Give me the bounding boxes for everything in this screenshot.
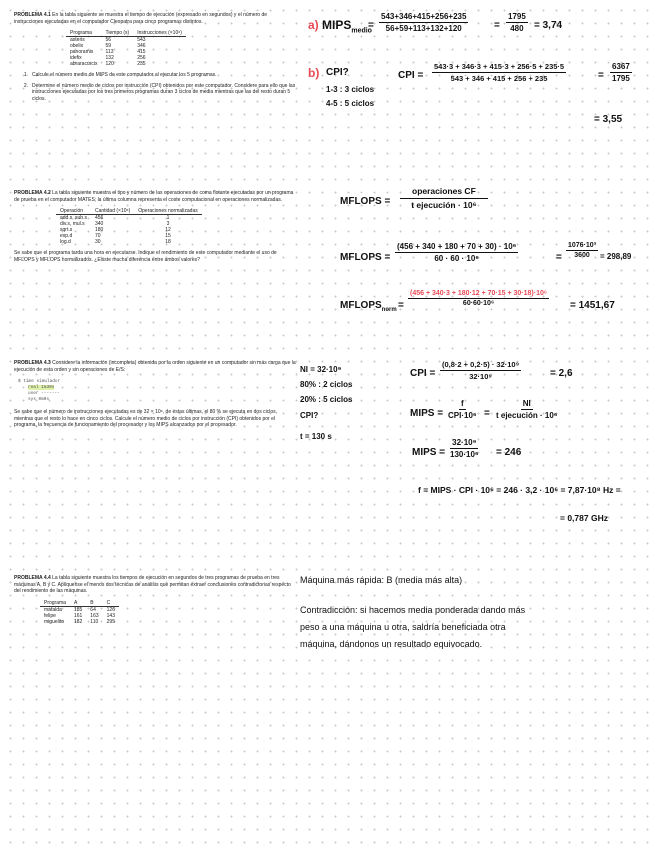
problem-title: PROBLEMA 4.4 bbox=[14, 575, 51, 581]
mips-simplified-fraction bbox=[506, 12, 528, 33]
table-cell: 3 bbox=[166, 221, 170, 228]
fraction-denominator: CPI·10⁶ bbox=[448, 411, 477, 420]
list-item bbox=[14, 83, 296, 103]
problem-4-1-statement bbox=[14, 12, 296, 25]
item-number: 2. bbox=[23, 82, 28, 89]
program-times-table bbox=[66, 30, 186, 67]
table-cell: 1 bbox=[166, 215, 170, 222]
contradiction-note-line-2: peso a una máquina u otra, saldría beneficiada otra bbox=[300, 622, 506, 632]
table-cell: 56 bbox=[105, 37, 112, 44]
mips-instructions-fraction bbox=[496, 399, 557, 420]
problem-4-3-statement bbox=[14, 360, 296, 373]
question-text: Calcule el número medio de MIPS de este computador al ejecutar los 5 programas. bbox=[32, 72, 217, 79]
table-cell: 543 bbox=[137, 37, 146, 44]
equals-sign: = bbox=[368, 20, 374, 31]
code-line: sys 0m0s bbox=[28, 397, 50, 402]
problem-text: En la tabla siguiente se muestra el tiempo de ejecución (expresado en segundos) y el número de instrucciones ejecutadas en el computador Cleopatra para cinco programas distintos. bbox=[14, 12, 268, 25]
problem-4-3 bbox=[14, 360, 296, 429]
fraction-numerator: operaciones CF bbox=[400, 186, 488, 199]
mips-frequency-fraction bbox=[448, 399, 477, 420]
mips-average-fraction bbox=[379, 12, 468, 33]
problem-4-4-statement bbox=[14, 575, 296, 595]
table-cell: 59 bbox=[105, 43, 112, 50]
fraction-numerator: 543·3 + 346·3 + 415·3 + 256·5 + 235·5 bbox=[434, 62, 565, 71]
code-line: user ------- bbox=[28, 391, 60, 397]
table-cell: 132 bbox=[105, 55, 114, 62]
problem-title: PROBLEMA 4.3 bbox=[14, 360, 51, 366]
question-list bbox=[14, 72, 296, 102]
terminal-output bbox=[18, 379, 296, 403]
table-cell: 120 bbox=[105, 61, 114, 68]
table-cell: 126 bbox=[106, 606, 115, 613]
contradiction-note-line-3: máquina, dándonos un resultado equivocado. bbox=[300, 639, 483, 649]
fraction-denominator: 1795 bbox=[612, 74, 630, 83]
table-cell: add.s, sub.s bbox=[60, 215, 87, 222]
table-header: Cantidad (×10⁶) bbox=[91, 208, 134, 215]
cpi-label: CPI = bbox=[410, 368, 436, 379]
table-cell: 110 bbox=[90, 618, 99, 625]
problem-title: PROBLEMA 4.1 bbox=[14, 12, 51, 18]
table-cell: 64 bbox=[90, 606, 96, 613]
problem-text: La tabla siguiente muestra el tipo y número de las operaciones de coma flotante ejecutadas por un programa de prueba en el computador MATES; la última columna representa el coste computacional en operaciones normalizadas. bbox=[14, 190, 294, 203]
table-cell: 161 bbox=[73, 612, 83, 619]
part-b-label: b) bbox=[308, 66, 320, 80]
table-cell: log.d bbox=[60, 239, 71, 246]
frequency-result: = 0,787 GHz bbox=[560, 513, 608, 523]
fraction-numerator: 543+346+415+256+235 bbox=[381, 12, 467, 21]
table-cell: 12 bbox=[165, 227, 171, 234]
operations-table bbox=[56, 208, 202, 245]
mflops-label: MFLOPS = bbox=[340, 196, 391, 207]
problem-4-2 bbox=[14, 190, 296, 263]
fraction-denominator: t ejecución · 10⁶ bbox=[411, 200, 477, 210]
cpi-fraction bbox=[440, 360, 521, 381]
code-line-highlighted: real 1m30s bbox=[28, 385, 55, 391]
cpi-label: CPI = bbox=[398, 70, 424, 81]
question-text: Se sabe que el programa tarda una hora en ejecutarse. Indique el rendimiento de este computador mediante el uso de MFLOPS y MFLOPS normalizados. ¿Existe mucha diferencia entre ambos valores? bbox=[14, 250, 277, 263]
given-time: t = 130 s bbox=[300, 432, 332, 441]
table-header: Operación bbox=[56, 208, 91, 215]
cpi-simplified-fraction bbox=[610, 62, 632, 83]
problem-4-1 bbox=[14, 12, 296, 107]
fraction-denominator: 32·10⁹ bbox=[469, 372, 492, 381]
medio-subscript: medio bbox=[351, 27, 372, 35]
mflops-text: MFLOPS bbox=[340, 300, 382, 311]
cycles-note-1: 1-3 : 3 ciclos bbox=[326, 85, 375, 94]
cpi-fraction bbox=[432, 62, 566, 83]
cycles-note-2: 4-5 : 5 ciclos bbox=[326, 99, 375, 108]
given-20-percent: 20% : 5 ciclos bbox=[300, 395, 353, 404]
table-cell: felipe bbox=[44, 612, 56, 619]
table-cell: 113 bbox=[105, 49, 114, 56]
table-cell: abraracurcix bbox=[70, 61, 98, 68]
table-cell: 346 bbox=[137, 43, 146, 50]
fraction-numerator: (456 + 340·3 + 180·12 + 70·15 + 30·18)·10⁶ bbox=[410, 290, 548, 297]
problem-4-2-statement bbox=[14, 190, 296, 203]
table-cell: asteris bbox=[70, 37, 85, 44]
mips-text: MIPS bbox=[322, 18, 352, 32]
table-header: Programa bbox=[40, 600, 70, 607]
table-cell: miguelito bbox=[44, 618, 65, 625]
fraction-numerator: 6367 bbox=[612, 62, 630, 71]
table-header: Tiempo (s) bbox=[102, 30, 134, 37]
table-header: A bbox=[70, 600, 86, 607]
given-ni: NI = 32·10⁹ bbox=[300, 365, 342, 374]
equals-sign: = bbox=[398, 300, 404, 311]
table-cell: 415 bbox=[137, 49, 146, 56]
mflops-result: = 298,89 bbox=[600, 252, 632, 261]
mips-result: = 246 bbox=[496, 447, 522, 458]
fraction-denominator: 3600 bbox=[574, 252, 590, 259]
fraction-numerator: (0,8·2 + 0,2·5) · 32·10⁹ bbox=[442, 360, 520, 369]
mflops-norm-result: = 1451,67 bbox=[570, 300, 615, 311]
table-header: Operaciones normalizadas bbox=[134, 208, 201, 215]
table-cell: obelix bbox=[70, 43, 84, 50]
fraction-denominator: t ejecución · 10⁶ bbox=[496, 411, 558, 420]
table-header-row bbox=[56, 208, 202, 215]
table-cell: idefix bbox=[70, 55, 82, 62]
fraction-denominator: 56+59+113+132+120 bbox=[385, 24, 462, 33]
table-cell: 295 bbox=[106, 618, 115, 625]
mips-value-fraction bbox=[450, 438, 479, 459]
mflops-simplified-fraction bbox=[566, 242, 598, 259]
table-header: C bbox=[103, 600, 119, 607]
cpi-question: CPI? bbox=[326, 67, 349, 78]
table-cell: 143 bbox=[106, 612, 115, 619]
table-cell: exp.d bbox=[60, 233, 73, 240]
table-header: Programa bbox=[66, 30, 102, 37]
table-cell: sqrt.s bbox=[60, 227, 73, 234]
equals-sign: = bbox=[494, 20, 500, 31]
fraction-denominator: 543 + 346 + 415 + 256 + 235 bbox=[450, 74, 548, 83]
table-cell: 256 bbox=[137, 55, 146, 62]
item-number: 1. bbox=[23, 72, 28, 79]
cpi-result: = 3,55 bbox=[594, 114, 623, 125]
frequency-formula: f = MIPS · CPI · 10⁶ = 246 · 3,2 · 10⁶ = 7,87·10⁸ Hz = bbox=[418, 485, 621, 495]
table-cell: 182 bbox=[73, 618, 83, 625]
table-header-row bbox=[66, 30, 186, 37]
equals-sign: = bbox=[556, 252, 562, 263]
fraction-denominator: 480 bbox=[510, 24, 524, 33]
fraction-numerator: f bbox=[460, 399, 464, 408]
equals-sign: = bbox=[598, 70, 604, 81]
table-row bbox=[40, 619, 119, 625]
contradiction-note-line-1: Contradicción: si hacemos media ponderada dando más bbox=[300, 605, 526, 615]
table-row bbox=[40, 613, 119, 619]
table-cell: 456 bbox=[94, 215, 104, 222]
fraction-numerator: NI bbox=[522, 399, 531, 408]
equals-sign: = bbox=[484, 408, 490, 419]
fraction-numerator: (456 + 340 + 180 + 70 + 30) · 10⁶ bbox=[397, 242, 517, 251]
table-row bbox=[56, 239, 202, 245]
machine-times-table bbox=[40, 600, 119, 625]
table-header: B bbox=[86, 600, 102, 607]
mips-label: MIPS = bbox=[410, 408, 444, 419]
norm-subscript: norm bbox=[381, 307, 397, 313]
question-text: Determine el número medio de ciclos por instrucción (CPI) obtenidos por este computador. Considere para ello que las instrucciones ejecutadas por los tres primeros programas duran 3 ciclos de media mientras que las del resto duran 5 ciclos. bbox=[32, 82, 296, 102]
given-80-percent: 80% : 2 ciclos bbox=[300, 380, 353, 389]
table-cell: 18 bbox=[165, 239, 171, 246]
code-line: $ time simulador bbox=[18, 379, 61, 385]
mips-medio-label bbox=[322, 18, 372, 34]
fraction-numerator: 1795 bbox=[508, 12, 526, 21]
table-row bbox=[66, 61, 186, 67]
fraction-denominator: 60 · 60 · 10⁶ bbox=[434, 254, 479, 263]
problem-title: PROBLEMA 4.2 bbox=[14, 190, 51, 196]
mflops-norm-fraction bbox=[408, 290, 549, 307]
cpi-result: = 2,6 bbox=[550, 368, 573, 379]
question-text: Se sabe que el número de instrucciones ejecutadas es de 32 × 10⁹, de éstas últimas, el 80 % se ejecuta en dos ciclos, mientras que el resto lo hace en cinco ciclos. Calcule el número medio de ciclos por instrucción (CPI) obtenidos por el programa, la frecuencia de funcionamiento del procesador y los MIPS alcanzados por el procesador. bbox=[14, 408, 277, 429]
table-cell: 180 bbox=[94, 227, 104, 234]
table-cell: 185 bbox=[73, 606, 83, 613]
part-a-label: a) bbox=[308, 18, 319, 32]
cpi-question: CPI? bbox=[300, 411, 319, 420]
table-cell: 163 bbox=[90, 612, 99, 619]
fraction-denominator: 130·10⁶ bbox=[450, 450, 479, 459]
fraction-numerator: 1076·10³ bbox=[568, 242, 597, 249]
mips-label: MIPS = bbox=[412, 447, 446, 458]
table-header: Instrucciones (×10⁶) bbox=[133, 30, 186, 37]
table-cell: 15 bbox=[165, 233, 171, 240]
mflops-definition-fraction bbox=[400, 186, 488, 210]
table-cell: 30 bbox=[94, 239, 101, 246]
problem-4-4 bbox=[14, 575, 296, 625]
problem-text: Considere la información (incompleta) obtenida por la orden siguiente en un computador sin más carga que la ejecución de esta orden y sin operaciones de E/S: bbox=[14, 360, 296, 373]
mflops-label: MFLOPS = bbox=[340, 252, 391, 263]
table-cell: 340 bbox=[94, 221, 104, 228]
table-cell: div.s, mul.s bbox=[60, 221, 85, 228]
table-cell: mafalda bbox=[44, 606, 62, 613]
fastest-machine-note: Máquina más rápida: B (media más alta) bbox=[300, 575, 463, 585]
table-cell: panoramix bbox=[70, 49, 94, 56]
list-item bbox=[14, 72, 296, 79]
mflops-norm-label bbox=[340, 300, 397, 313]
table-cell: 70 bbox=[94, 233, 101, 240]
mips-result: = 3,74 bbox=[534, 20, 563, 31]
table-cell: 235 bbox=[137, 61, 146, 68]
fraction-denominator: 60·60·10⁶ bbox=[462, 300, 495, 307]
table-row bbox=[40, 606, 119, 613]
problem-text: La tabla siguiente muestra los tiempos de ejecución en segundos de tres programas de prueba en tres máquinas A, B y C. Aplíquense el menos dos técnicas de análisis que permitan extraer conclusiones contradictorias respecto del rendimiento de las máquinas. bbox=[14, 575, 291, 595]
fraction-numerator: 32·10⁹ bbox=[452, 438, 477, 447]
mflops-value-fraction bbox=[395, 242, 518, 263]
